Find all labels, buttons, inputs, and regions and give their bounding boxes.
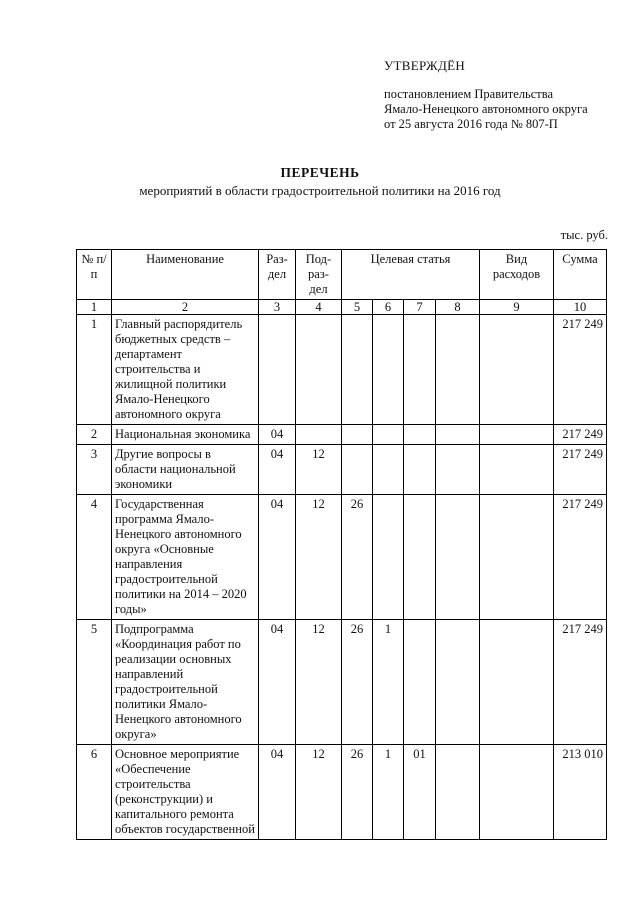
row-number: 1 bbox=[77, 315, 112, 425]
row-number: 6 bbox=[77, 745, 112, 840]
table-row bbox=[77, 445, 607, 495]
row-name: Основное мероприятие «Обеспечение строительства (реконструкции) и капитального ремонта объектов государственной bbox=[112, 745, 259, 840]
row-razdel: 04 bbox=[259, 620, 296, 745]
row-target-program: 26 bbox=[342, 495, 373, 620]
row-razdel: 04 bbox=[259, 495, 296, 620]
table-row bbox=[77, 495, 607, 620]
row-target-subprogram bbox=[373, 315, 404, 425]
row-expense-type bbox=[480, 620, 554, 745]
measures-table bbox=[76, 249, 607, 840]
approval-line-3: от 25 августа 2016 года № 807-П bbox=[384, 117, 558, 131]
row-target-subprogram bbox=[373, 425, 404, 445]
col-number: 9 bbox=[480, 300, 554, 315]
row-sum: 217 249 bbox=[554, 315, 607, 425]
row-sum: 217 249 bbox=[554, 620, 607, 745]
unit-label: тыс. руб. bbox=[560, 228, 608, 242]
table-row bbox=[77, 425, 607, 445]
row-number: 5 bbox=[77, 620, 112, 745]
column-number-row bbox=[77, 300, 607, 315]
row-sum: 213 010 bbox=[554, 745, 607, 840]
approval-line-1: постановлением Правительства bbox=[384, 87, 554, 101]
row-target-direction bbox=[436, 315, 480, 425]
row-target-program bbox=[342, 425, 373, 445]
row-expense-type bbox=[480, 745, 554, 840]
row-target-direction bbox=[436, 620, 480, 745]
row-target-measure bbox=[404, 425, 436, 445]
row-target-measure bbox=[404, 495, 436, 620]
row-podrazdel: 12 bbox=[296, 745, 342, 840]
row-target-direction bbox=[436, 445, 480, 495]
header-sum: Сумма bbox=[554, 250, 607, 300]
row-target-direction bbox=[436, 425, 480, 445]
row-razdel bbox=[259, 315, 296, 425]
col-number: 6 bbox=[373, 300, 404, 315]
row-target-measure bbox=[404, 620, 436, 745]
row-sum: 217 249 bbox=[554, 425, 607, 445]
row-number: 2 bbox=[77, 425, 112, 445]
header-no: № п/п bbox=[77, 250, 112, 300]
row-podrazdel: 12 bbox=[296, 445, 342, 495]
row-expense-type bbox=[480, 315, 554, 425]
col-number: 10 bbox=[554, 300, 607, 315]
row-number: 4 bbox=[77, 495, 112, 620]
header-vid: Вид расходов bbox=[480, 250, 554, 300]
row-podrazdel bbox=[296, 425, 342, 445]
table-row bbox=[77, 620, 607, 745]
row-name: Подпрограмма «Координация работ по реализации основных направлений градостроительной политики Ямало-Ненецкого автономного округа» bbox=[112, 620, 259, 745]
header-razdel: Раз-дел bbox=[259, 250, 296, 300]
row-name: Другие вопросы в области национальной экономики bbox=[112, 445, 259, 495]
row-target-program bbox=[342, 315, 373, 425]
row-target-direction bbox=[436, 495, 480, 620]
row-target-subprogram: 1 bbox=[373, 745, 404, 840]
row-target-subprogram bbox=[373, 495, 404, 620]
row-razdel: 04 bbox=[259, 445, 296, 495]
table-row bbox=[77, 745, 607, 840]
approval-heading: УТВЕРЖДЁН bbox=[384, 58, 466, 73]
row-expense-type bbox=[480, 425, 554, 445]
row-target-measure bbox=[404, 315, 436, 425]
row-target-subprogram bbox=[373, 445, 404, 495]
approval-line-2: Ямало-Ненецкого автономного округа bbox=[384, 102, 588, 116]
title-main: ПЕРЕЧЕНЬ bbox=[280, 165, 360, 180]
row-name: Государственная программа Ямало-Ненецкого автономного округа «Основные направления градостроительной политики на 2014 – 2020 годы» bbox=[112, 495, 259, 620]
row-podrazdel bbox=[296, 315, 342, 425]
col-number: 1 bbox=[77, 300, 112, 315]
col-number: 2 bbox=[112, 300, 259, 315]
row-podrazdel: 12 bbox=[296, 495, 342, 620]
row-expense-type bbox=[480, 445, 554, 495]
row-sum: 217 249 bbox=[554, 445, 607, 495]
row-target-subprogram: 1 bbox=[373, 620, 404, 745]
table-row bbox=[77, 315, 607, 425]
row-razdel: 04 bbox=[259, 745, 296, 840]
row-target-program bbox=[342, 445, 373, 495]
row-name: Главный распорядитель бюджетных средств – департамент строительства и жилищной политики Ямало-Ненецкого автономного округа bbox=[112, 315, 259, 425]
document-title bbox=[0, 165, 640, 199]
approval-block bbox=[384, 58, 588, 132]
col-number: 4 bbox=[296, 300, 342, 315]
header-name: Наименование bbox=[112, 250, 259, 300]
row-expense-type bbox=[480, 495, 554, 620]
row-name: Национальная экономика bbox=[112, 425, 259, 445]
col-number: 8 bbox=[436, 300, 480, 315]
row-target-measure bbox=[404, 445, 436, 495]
row-target-program: 26 bbox=[342, 745, 373, 840]
col-number: 5 bbox=[342, 300, 373, 315]
row-razdel: 04 bbox=[259, 425, 296, 445]
row-target-direction bbox=[436, 745, 480, 840]
title-subtitle: мероприятий в области градостроительной политики на 2016 год bbox=[139, 183, 501, 198]
row-target-program: 26 bbox=[342, 620, 373, 745]
col-number: 3 bbox=[259, 300, 296, 315]
header-target: Целевая статья bbox=[342, 250, 480, 300]
row-podrazdel: 12 bbox=[296, 620, 342, 745]
table-header-row bbox=[77, 250, 607, 300]
col-number: 7 bbox=[404, 300, 436, 315]
row-number: 3 bbox=[77, 445, 112, 495]
row-target-measure: 01 bbox=[404, 745, 436, 840]
header-podrazdel: Под-раз-дел bbox=[296, 250, 342, 300]
row-sum: 217 249 bbox=[554, 495, 607, 620]
